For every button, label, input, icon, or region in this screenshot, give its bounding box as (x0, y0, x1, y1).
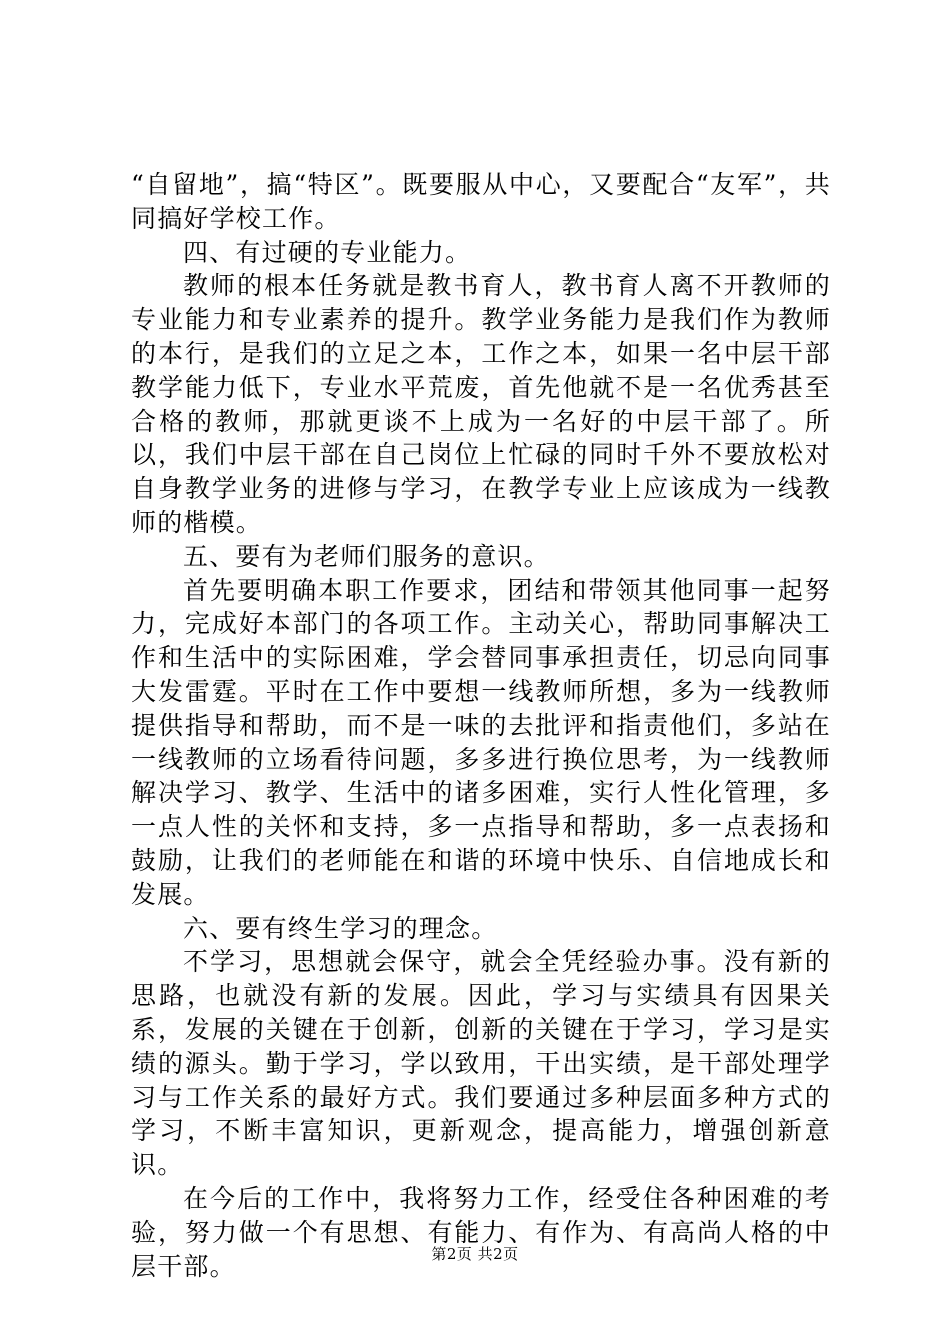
document-body (131, 168, 831, 1283)
paragraph-professional-ability: 教师的根本任务就是教书育人，教书育人离不开教师的专业能力和专业素养的提升。教学业务能力是我们作为教师的本行，是我们的立足之本，工作之本，如果一名中层干部教学能力低下，专业水平荒废，首先他就不是一名优秀甚至合格的教师，那就更谈不上成为一名好的中层干部了。所以，我们中层干部在自己岗位上忙碌的同时千外不要放松对自身教学业务的进修与学习，在教学专业上应该成为一线教师的楷模。 (131, 271, 831, 537)
paragraph-conclusion: 在今后的工作中，我将努力工作，经受住各种困难的考验，努力做一个有思想、有能力、有作为、有高尚人格的中层干部。 (131, 1183, 831, 1281)
paragraph-continuation: “自留地”，搞“特区”。既要服从中心，又要配合“友军”，共同搞好学校工作。 (131, 170, 831, 233)
paragraph-lifelong-learning: 不学习，思想就会保守，就会全凭经验办事。没有新的思路，也就没有新的发展。因此，学习与实绩具有因果关系，发展的关键在于创新，创新的关键在于学习，学习是实绩的源头。勤于学习，学以致用，干出实绩，是干部处理学习与工作关系的最好方式。我们要通过多种层面多种方式的学习，不断丰富知识，更新观念，提高能力，增强创新意识。 (131, 947, 831, 1180)
section-heading-6: 六、要有终生学习的理念。 (183, 913, 498, 943)
section-heading-4: 四、有过硬的专业能力。 (183, 237, 472, 267)
paragraph-service-awareness: 首先要明确本职工作要求，团结和带领其他同事一起努力，完成好本部门的各项工作。主动关心，帮助同事解决工作和生活中的实际困难，学会替同事承担责任，切忌向同事大发雷霆。平时在工作中要想一线教师所想，多为一线教师提供指导和帮助，而不是一味的去批评和指责他们，多站在一线教师的立场看待问题，多多进行换位思考，为一线教师解决学习、教学、生活中的诸多困难，实行人性化管理，多一点人性的关怀和支持，多一点指导和帮助，多一点表扬和鼓励，让我们的老师能在和谐的环境中快乐、自信地成长和发展。 (131, 575, 831, 909)
section-heading-5: 五、要有为老师们服务的意识。 (183, 541, 550, 571)
page-number-footer: 第2页 共2页 (431, 1245, 519, 1263)
